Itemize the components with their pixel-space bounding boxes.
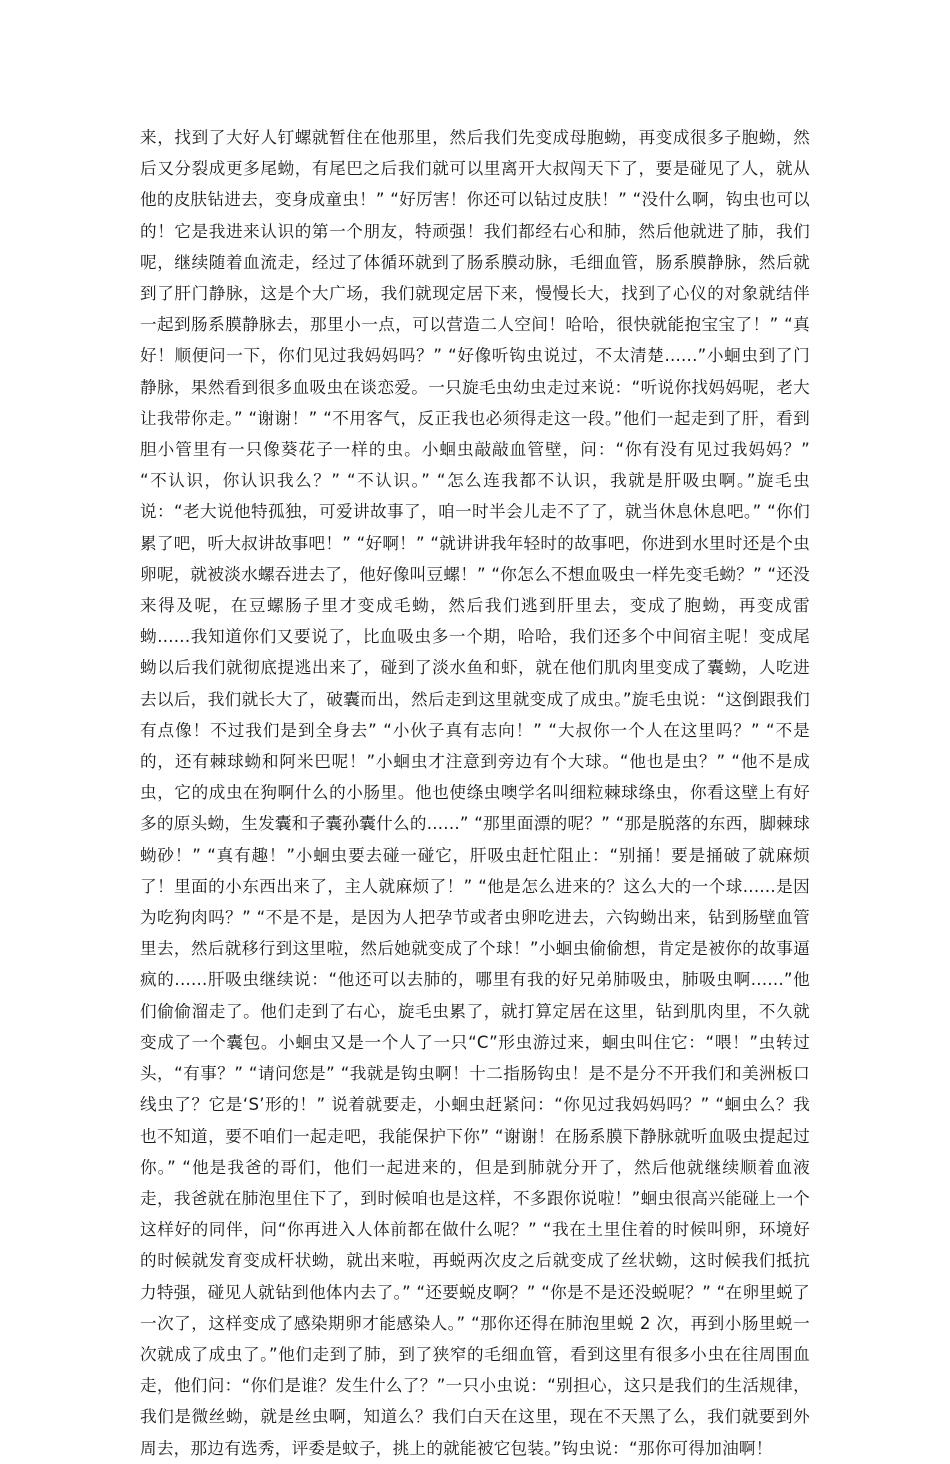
- document-page: [140, 122, 810, 1464]
- body-paragraph: 来，找到了大好人钉螺就暂住在他那里，然后我们先变成母胞蚴，再变成很多子胞蚴，然后又分裂成更多尾蚴，有尾巴之后我们就可以里离开大叔闯天下了，要是碰见了人，就从他的皮肤钻进去，变身成童虫！” “好厉害！你还可以钻过皮肤！” “没什么啊，钩虫也可以的！它是我进来认识的第一个朋友，特顽强！我们都经右心和肺，然后他就进了肺，我们呢，继续随着血流走，经过了体循环就到了肠系膜动脉，毛细血管，肠系膜静脉，然后就到了肝门静脉，这是个大广场，我们就现定居下来，慢慢长大，找到了心仪的对象就结伴一起到肠系膜静脉去，那里小一点，可以营造二人空间！哈哈，很快就能抱宝宝了！” “真好！顺便问一下，你们见过我妈妈吗？” “好像听钩虫说过，不太清楚......”小蛔虫到了门静脉，果然看到很多血吸虫在谈恋爱。一只旋毛虫幼虫走过来说：“听说你找妈妈呢，老大让我带你走。” “谢谢！” “不用客气，反正我也必须得走这一段。”他们一起走到了肝，看到胆小管里有一只像葵花子一样的虫。小蛔虫敲敲血管壁，问：“你有没有见过我妈妈？” “不认识，你认识我么？” “不认识。” “怎么连我都不认识，我就是肝吸虫啊。”旋毛虫说：“老大说他特孤独，可爱讲故事了，咱一时半会儿走不了了，就当休息休息吧。” “你们累了吧，听大叔讲故事吧！” “好啊！” “就讲讲我年轻时的故事吧，你进到水里时还是个虫卵呢，就被淡水螺吞进去了，他好像叫豆螺！” “你怎么不想血吸虫一样先变毛蚴？” “还没来得及呢，在豆螺肠子里才变成毛蚴，然后我们逃到肝里去，变成了胞蚴，再变成雷蚴......我知道你们又要说了，比血吸虫多一个期，哈哈，我们还多个中间宿主呢！变成尾蚴以后我们就彻底提逃出来了，碰到了淡水鱼和虾，就在他们肌肉里变成了囊蚴，人吃进去以后，我们就长大了，破囊而出，然后走到这里就变成了成虫。”旋毛虫说：“这倒跟我们有点像！不过我们是到全身去” “小伙子真有志向！” “大叔你一个人在这里吗？” “不是的，还有棘球蚴和阿米巴呢！”小蛔虫才注意到旁边有个大球。“他也是虫？” “他不是成虫，它的成虫在狗啊什么的小肠里。他也使绦虫噢学名叫细粒棘球绦虫，你看这壁上有好多的原头蚴，生发囊和子囊孙囊什么的......” “那里面漂的呢？” “那是脱落的东西，脚棘球蚴砂！” “真有趣！”小蛔虫要去碰一碰它，肝吸虫赶忙阻止：“别捅！要是捅破了就麻烦了！里面的小东西出来了，主人就麻烦了！” “他是怎么进来的？这么大的一个球......是因为吃狗肉吗？” “不是不是，是因为人把孕节或者虫卵吃进去，六钩蚴出来，钻到肠壁血管里去，然后就移行到这里啦，然后她就变成了个球！”小蛔虫偷偷想，肯定是被你的故事逼疯的......肝吸虫继续说：“他还可以去肺的，哪里有我的好兄弟肺吸虫，肺吸虫啊......”他们偷偷溜走了。他们走到了右心，旋毛虫累了，就打算定居在这里，钻到肌肉里，不久就变成了一个囊包。小蛔虫又是一个人了一只“C”形虫游过来，蛔虫叫住它：“喂！”虫转过头，“有事？” “请问您是” “我就是钩虫啊！十二指肠钩虫！是不是分不开我们和美洲板口线虫了？它是‘S’形的！” 说着就要走，小蛔虫赶紧问：“你见过我妈妈吗？” “蛔虫么？我也不知道，要不咱们一起走吧，我能保护下你” “谢谢！在肠系膜下静脉就听血吸虫提起过你。” “他是我爸的哥们，他们一起进来的，但是到肺就分开了，然后他就继续顺着血液走，我爸就在肺泡里住下了，到时候咱也是这样，不多跟你说啦！”蛔虫很高兴能碰上一个这样好的同伴，问“你再进入人体前都在做什么呢？” “我在土里住着的时候叫卵，环境好的时候就发育变成杆状蚴，就出来啦，再蜕两次皮之后就变成了丝状蚴，这时候我们抵抗力特强，碰见人就钻到他体内去了。” “还要蜕皮啊？” “你是不是还没蜕呢？” “在卵里蜕了一次了，这样变成了感染期卵才能感染人。” “那你还得在肺泡里蜕 2 次，再到小肠里蜕一次就成了成虫了。”他们走到了肺，到了狭窄的毛细血管，看到这里有很多小虫在往周围血走，他们问：“你们是谁？发生什么了？”一只小虫说：“别担心，这只是我们的生活规律，我们是微丝蚴，就是丝虫啊，知道么？我们白天在这里，现在不天黑了么，我们就要到外周去，那边有选秀，评委是蚊子，挑上的就能被它包装。”钩虫说：“那你可得加油啊！: [140, 128, 810, 1458]
